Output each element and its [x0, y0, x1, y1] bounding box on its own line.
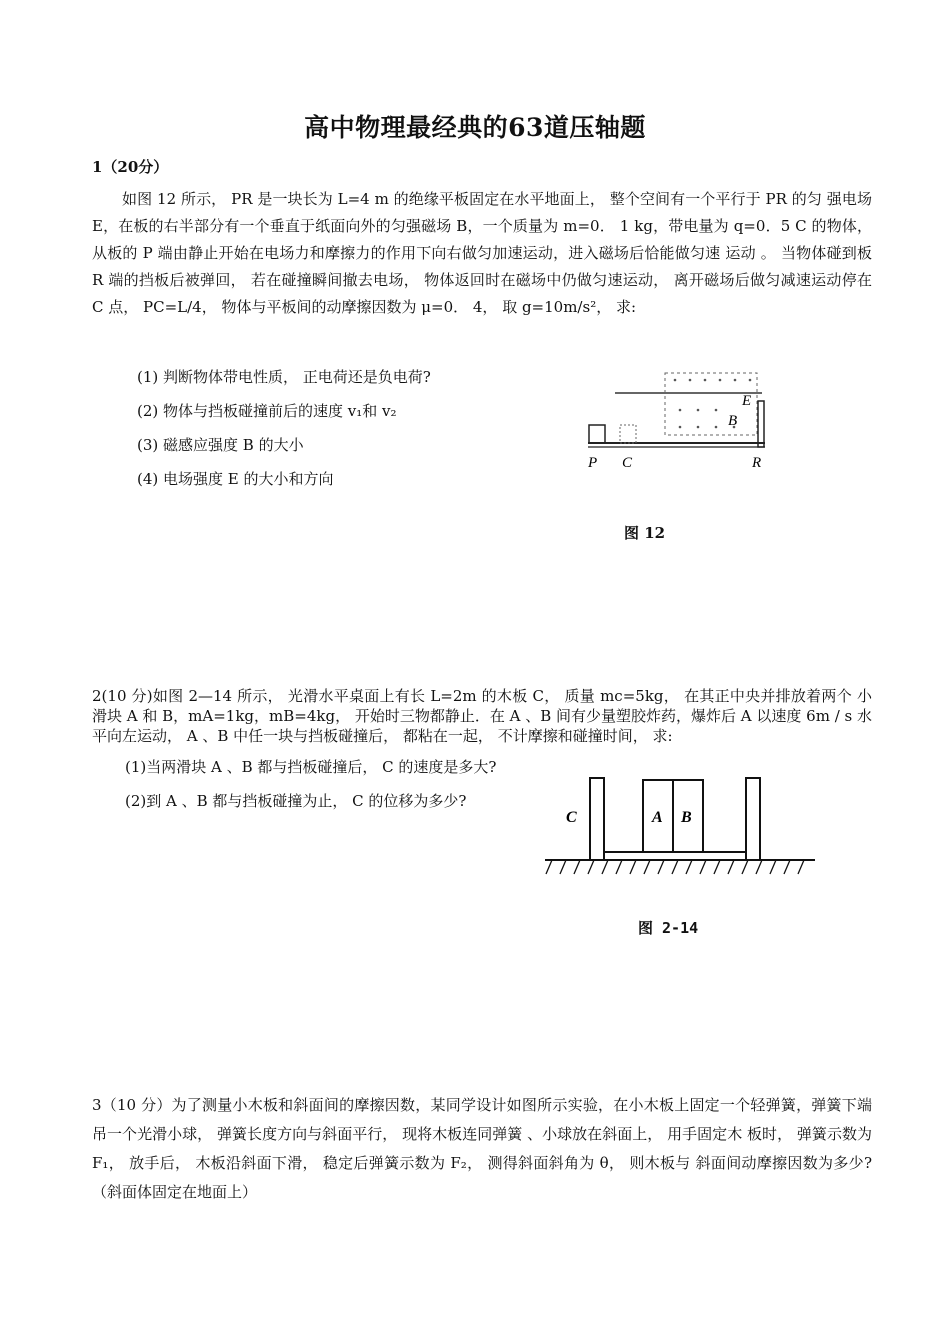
- figure-label-b: B: [728, 413, 738, 429]
- problem-3-body: 3（10 分）为了测量小木板和斜面间的摩擦因数，某同学设计如图所示实验，在小木板上固定一个轻弹簧，弹簧下端吊一个光滑小球， 弹簧长度方向与斜面平行， 现将木板连同弹簧 、小球放在斜面上， 用手固定木 板时， 弹簧示数为 F₁， 放手后， 木板沿斜面下滑， 稳定后弹簧示数为 F₂， 测得斜面斜角为 θ， 则木板与 斜面间动摩擦因数为多少? （斜面体固定在地面上）: [92, 1096, 872, 1201]
- problem-1-header: 1（20分）: [92, 158, 169, 176]
- problem-1-body: 如图 12 所示， PR 是一块长为 L=4 m 的绝缘平板固定在水平地面上， 整个空间有一个平行于 PR 的匀 强电场 E，在板的右半部分有一个垂直于纸面向外的匀强磁场 B，一个质量为 m=0． 1 kg，带电量为 q=0．5 C 的物体， 从板的 P 端由静止开始在电场力和摩擦力的作用下向右做匀加速运动，进入磁场后恰能做匀速 运动 。 当物体碰到板 R 端的挡板后被弹回， 若在碰撞瞬间撤去电场， 物体返回时在磁场中仍做匀速运动， 离开磁场后做匀减速运动停在 C 点， PC=L/4， 物体与平板间的动摩擦因数为 μ=0． 4， 取 g=10m/s²， 求:: [92, 190, 872, 316]
- problem-1-question-4: (4) 电场强度 E 的大小和方向: [137, 470, 334, 488]
- problem-1-question-2: (2) 物体与挡板碰撞前后的速度 v₁和 v₂: [137, 402, 397, 420]
- problem-1-question-1: (1) 判断物体带电性质， 正电荷还是负电荷?: [137, 368, 431, 386]
- problem-2-question-1: (1)当两滑块 A 、B 都与挡板碰撞后， C 的速度是多大?: [125, 758, 497, 776]
- problem-1-question-3: (3) 磁感应强度 B 的大小: [137, 436, 304, 454]
- figure-label-a-block: A: [652, 809, 663, 826]
- figure-12-diagram: [580, 365, 780, 475]
- problem-2-question-2: (2)到 A 、B 都与挡板碰撞为止， C 的位移为多少?: [125, 792, 467, 810]
- page-title: 高中物理最经典的63道压轴题: [304, 113, 646, 142]
- figure-2-14-diagram: [540, 770, 820, 880]
- figure-12-caption: 图 12: [624, 524, 666, 542]
- figure-label-c-board: C: [566, 809, 577, 826]
- figure-label-c: C: [622, 455, 633, 471]
- problem-2-body: 2(10 分)如图 2—14 所示， 光滑水平桌面上有长 L=2m 的木板 C， 质量 mc=5kg， 在其正中央并排放着两个 小滑块 A 和 B，mA=1kg，mB=4kg， 开始时三物都静止．在 A 、B 间有少量塑胶炸药，爆炸后 A 以速度 6m / s 水平向左运动， A 、B 中任一块与挡板碰撞后， 都粘在一起， 不计摩擦和碰撞时间， 求:: [92, 687, 872, 745]
- figure-label-p: P: [588, 455, 598, 471]
- figure-label-b-block: B: [681, 809, 692, 826]
- figure-label-r: R: [752, 455, 762, 471]
- figure-label-e: E: [742, 393, 752, 409]
- figure-2-14-caption: 图 2-14: [638, 919, 699, 937]
